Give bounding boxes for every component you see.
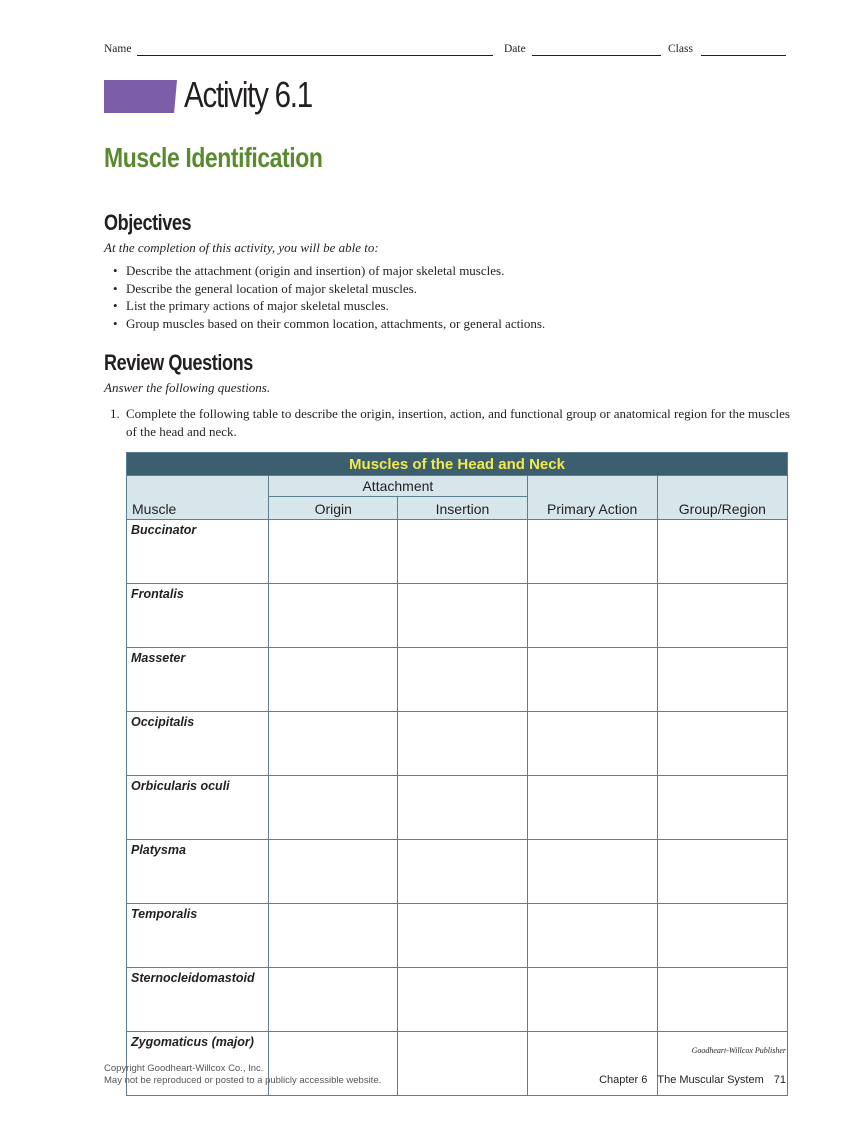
name-label: Name bbox=[104, 43, 132, 55]
action-cell[interactable] bbox=[527, 968, 657, 1032]
insertion-cell[interactable] bbox=[398, 648, 527, 712]
table-title: Muscles of the Head and Neck bbox=[127, 453, 788, 476]
column-header-group-region: Group/Region bbox=[657, 476, 787, 520]
insertion-cell[interactable] bbox=[398, 1032, 527, 1096]
insertion-cell[interactable] bbox=[398, 712, 527, 776]
page-title: Muscle Identification bbox=[104, 142, 323, 173]
muscle-name: Masseter bbox=[127, 648, 269, 712]
chapter-title: The Muscular System bbox=[657, 1074, 764, 1086]
table-source: Goodheart-Willcox Publisher bbox=[691, 1046, 786, 1055]
action-cell[interactable] bbox=[527, 904, 657, 968]
objectives-heading: Objectives bbox=[104, 210, 192, 235]
group-cell[interactable] bbox=[657, 840, 787, 904]
insertion-cell[interactable] bbox=[398, 968, 527, 1032]
origin-cell[interactable] bbox=[269, 584, 398, 648]
muscle-name: Sternocleidomastoid bbox=[127, 968, 269, 1032]
origin-cell[interactable] bbox=[269, 712, 398, 776]
objectives-intro: At the completion of this activity, you will be able to: bbox=[104, 240, 379, 255]
action-cell[interactable] bbox=[527, 648, 657, 712]
page-number: 71 bbox=[773, 1074, 786, 1086]
muscle-name: Platysma bbox=[127, 840, 269, 904]
copyright-line: May not be reproduced or posted to a publicly accessible website. bbox=[104, 1075, 382, 1086]
origin-cell[interactable] bbox=[269, 840, 398, 904]
insertion-cell[interactable] bbox=[398, 904, 527, 968]
column-header-primary-action: Primary Action bbox=[527, 476, 657, 520]
table-row bbox=[127, 776, 788, 840]
page-footer bbox=[589, 1074, 786, 1086]
list-item: • Group muscles based on their common location, attachments, or general actions. bbox=[113, 315, 545, 333]
group-cell[interactable] bbox=[657, 712, 787, 776]
insertion-cell[interactable] bbox=[398, 584, 527, 648]
review-intro: Answer the following questions. bbox=[104, 380, 271, 395]
group-cell[interactable] bbox=[657, 776, 787, 840]
question-1 bbox=[110, 405, 790, 441]
group-cell[interactable] bbox=[657, 968, 787, 1032]
origin-cell[interactable] bbox=[269, 520, 398, 584]
insertion-cell[interactable] bbox=[398, 840, 527, 904]
group-cell[interactable] bbox=[657, 584, 787, 648]
chapter-label: Chapter 6 bbox=[599, 1074, 648, 1086]
activity-color-bar bbox=[104, 80, 177, 113]
origin-cell[interactable] bbox=[269, 648, 398, 712]
table-row bbox=[127, 712, 788, 776]
muscle-name: Zygomaticus (major) bbox=[127, 1032, 269, 1096]
class-label: Class bbox=[668, 43, 693, 55]
insertion-cell[interactable] bbox=[398, 520, 527, 584]
group-cell[interactable] bbox=[657, 648, 787, 712]
insertion-cell[interactable] bbox=[398, 776, 527, 840]
action-cell[interactable] bbox=[527, 776, 657, 840]
column-header-muscle: Muscle bbox=[127, 476, 269, 520]
list-item: • Describe the general location of major skeletal muscles. bbox=[113, 280, 545, 298]
table-row bbox=[127, 904, 788, 968]
question-number: 1. bbox=[110, 406, 120, 421]
muscle-name: Buccinator bbox=[127, 520, 269, 584]
list-item: • Describe the attachment (origin and insertion) of major skeletal muscles. bbox=[113, 262, 545, 280]
date-label: Date bbox=[504, 43, 526, 55]
action-cell[interactable] bbox=[527, 584, 657, 648]
group-cell[interactable] bbox=[657, 904, 787, 968]
action-cell[interactable] bbox=[527, 840, 657, 904]
date-field[interactable] bbox=[532, 55, 661, 56]
column-header-origin: Origin bbox=[269, 497, 398, 520]
origin-cell[interactable] bbox=[269, 776, 398, 840]
muscle-name: Orbicularis oculi bbox=[127, 776, 269, 840]
review-heading: Review Questions bbox=[104, 350, 253, 375]
copyright-notice bbox=[104, 1063, 381, 1087]
table-row bbox=[127, 520, 788, 584]
origin-cell[interactable] bbox=[269, 904, 398, 968]
table-row bbox=[127, 648, 788, 712]
table-row bbox=[127, 584, 788, 648]
column-header-insertion: Insertion bbox=[398, 497, 527, 520]
table-row bbox=[127, 840, 788, 904]
action-cell[interactable] bbox=[527, 520, 657, 584]
activity-title: Activity 6.1 bbox=[184, 74, 312, 115]
name-field[interactable] bbox=[137, 55, 493, 56]
class-field[interactable] bbox=[701, 55, 786, 56]
muscle-name: Occipitalis bbox=[127, 712, 269, 776]
action-cell[interactable] bbox=[527, 712, 657, 776]
group-cell[interactable] bbox=[657, 520, 787, 584]
objectives-list bbox=[113, 262, 545, 332]
list-item: • List the primary actions of major skeletal muscles. bbox=[113, 297, 545, 315]
column-header-attachment: Attachment bbox=[269, 476, 527, 497]
table-row bbox=[127, 968, 788, 1032]
copyright-line: Copyright Goodheart-Willcox Co., Inc. bbox=[104, 1063, 264, 1074]
origin-cell[interactable] bbox=[269, 968, 398, 1032]
muscle-name: Frontalis bbox=[127, 584, 269, 648]
muscles-table bbox=[126, 452, 788, 1096]
question-text: Complete the following table to describe the origin, insertion, action, and functional group or anatomical region for the muscles of the head and neck. bbox=[126, 406, 790, 439]
muscle-name: Temporalis bbox=[127, 904, 269, 968]
name-date-class-line bbox=[104, 43, 786, 59]
